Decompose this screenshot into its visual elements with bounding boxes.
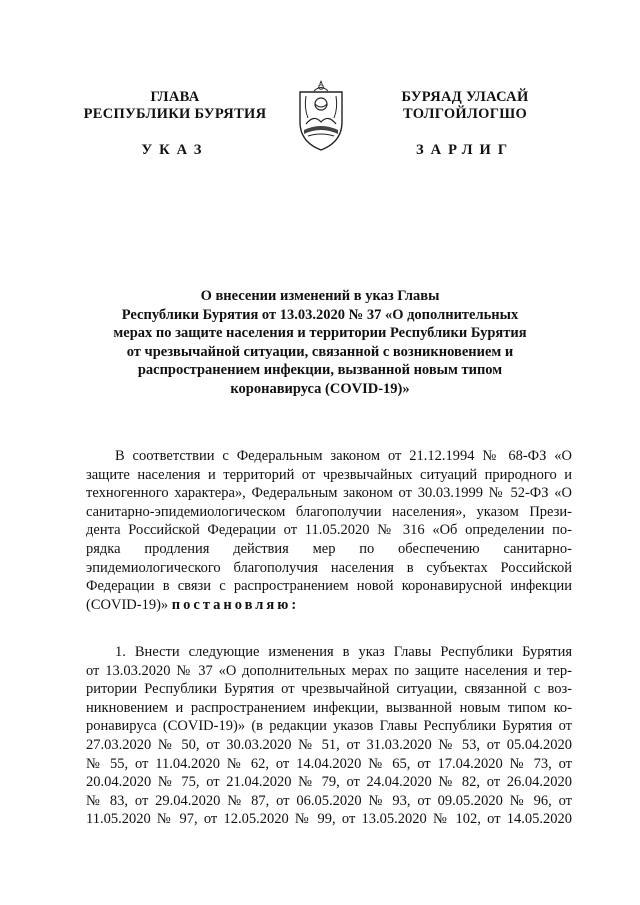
preamble-paragraph [86, 447, 572, 614]
text-line: Федерации в связи с распространением новой коронавирусной инфекции [86, 578, 572, 595]
text-line: 1. Внести следующие изменения в указ Главы Республики Бурятия [86, 644, 572, 660]
text-line: эпидемиологического благополучия населения в субъектах Российской [86, 559, 572, 576]
text-line: техногенного характера», Федеральным законом от 30.03.1999 № 52-ФЗ «О [86, 485, 572, 502]
document-kind-left: УКАЗ [141, 142, 209, 158]
text-fragment: (COVID-19)» [86, 596, 172, 613]
text-line: рядка продления действия мер по обеспечению санитарно- [86, 540, 572, 557]
title-line: коронавируса (COVID-19)» [230, 380, 410, 397]
text-line: санитарно-эпидемиологическом благополучии населения», указом Прези- [86, 503, 572, 520]
text-line: 11.05.2020 № 97, от 12.05.2020 № 99, от 13.05.2020 № 102, от 14.05.2020 [86, 811, 572, 828]
text-line: защите населения и территорий от чрезвычайных ситуаций природного и [86, 466, 572, 483]
title-line: от чрезвычайной ситуации, связанной с возникновением и [126, 343, 514, 360]
decree-word: постановляю: [171, 596, 300, 613]
header-right-line-2: ТОЛГОЙЛОГШО [402, 106, 528, 122]
text-line: ритории Республики Бурятия от чрезвычайной ситуации, связанной с воз- [86, 681, 572, 698]
document-kind-right: ЗАРЛИГ [415, 142, 515, 158]
title-line: Республики Бурятия от 13.03.2020 № 37 «О дополнительных [121, 306, 519, 323]
text-line: ронавируса (COVID-19)» (в редакции указов Главы Республики Бурятия от [86, 718, 572, 735]
text-line: никновением и распространением инфекции, вызванной новым типом ко- [86, 699, 572, 716]
clause-1-paragraph [86, 643, 572, 829]
text-line: В соответствии с Федеральным законом от 21.12.1994 № 68-ФЗ «О [86, 448, 572, 464]
text-line: дента Российской Федерации от 11.05.2020 № 316 «Об определении по- [86, 522, 572, 539]
text-line-last [86, 596, 572, 615]
header-left-line-2: РЕСПУБЛИКИ БУРЯТИЯ [83, 106, 267, 122]
header-left [80, 89, 270, 123]
header-right [370, 89, 560, 123]
header-left-line-1: ГЛАВА [150, 89, 200, 105]
text-line: № 55, от 11.04.2020 № 62, от 14.04.2020 № 65, от 17.04.2020 № 73, от [86, 755, 572, 772]
header-right-line-1: БУРЯАД УЛАСАЙ [401, 89, 529, 105]
text-line: от 13.03.2020 № 37 «О дополнительных мерах по защите населения и тер- [86, 662, 572, 679]
coat-of-arms-emblem [294, 78, 348, 154]
title-line: мерах по защите населения и территории Республики Бурятия [113, 325, 527, 342]
document-title [80, 287, 560, 399]
text-line: 27.03.2020 № 50, от 30.03.2020 № 51, от 31.03.2020 № 53, от 05.04.2020 [86, 736, 572, 753]
title-line: О внесении изменений в указ Главы [200, 288, 440, 304]
text-line: № 83, от 29.04.2020 № 87, от 06.05.2020 № 93, от 09.05.2020 № 96, от [86, 792, 572, 809]
text-line: 20.04.2020 № 75, от 21.04.2020 № 79, от 24.04.2020 № 82, от 26.04.2020 [86, 774, 572, 791]
title-line: распространением инфекции, вызванной новым типом [137, 362, 503, 379]
